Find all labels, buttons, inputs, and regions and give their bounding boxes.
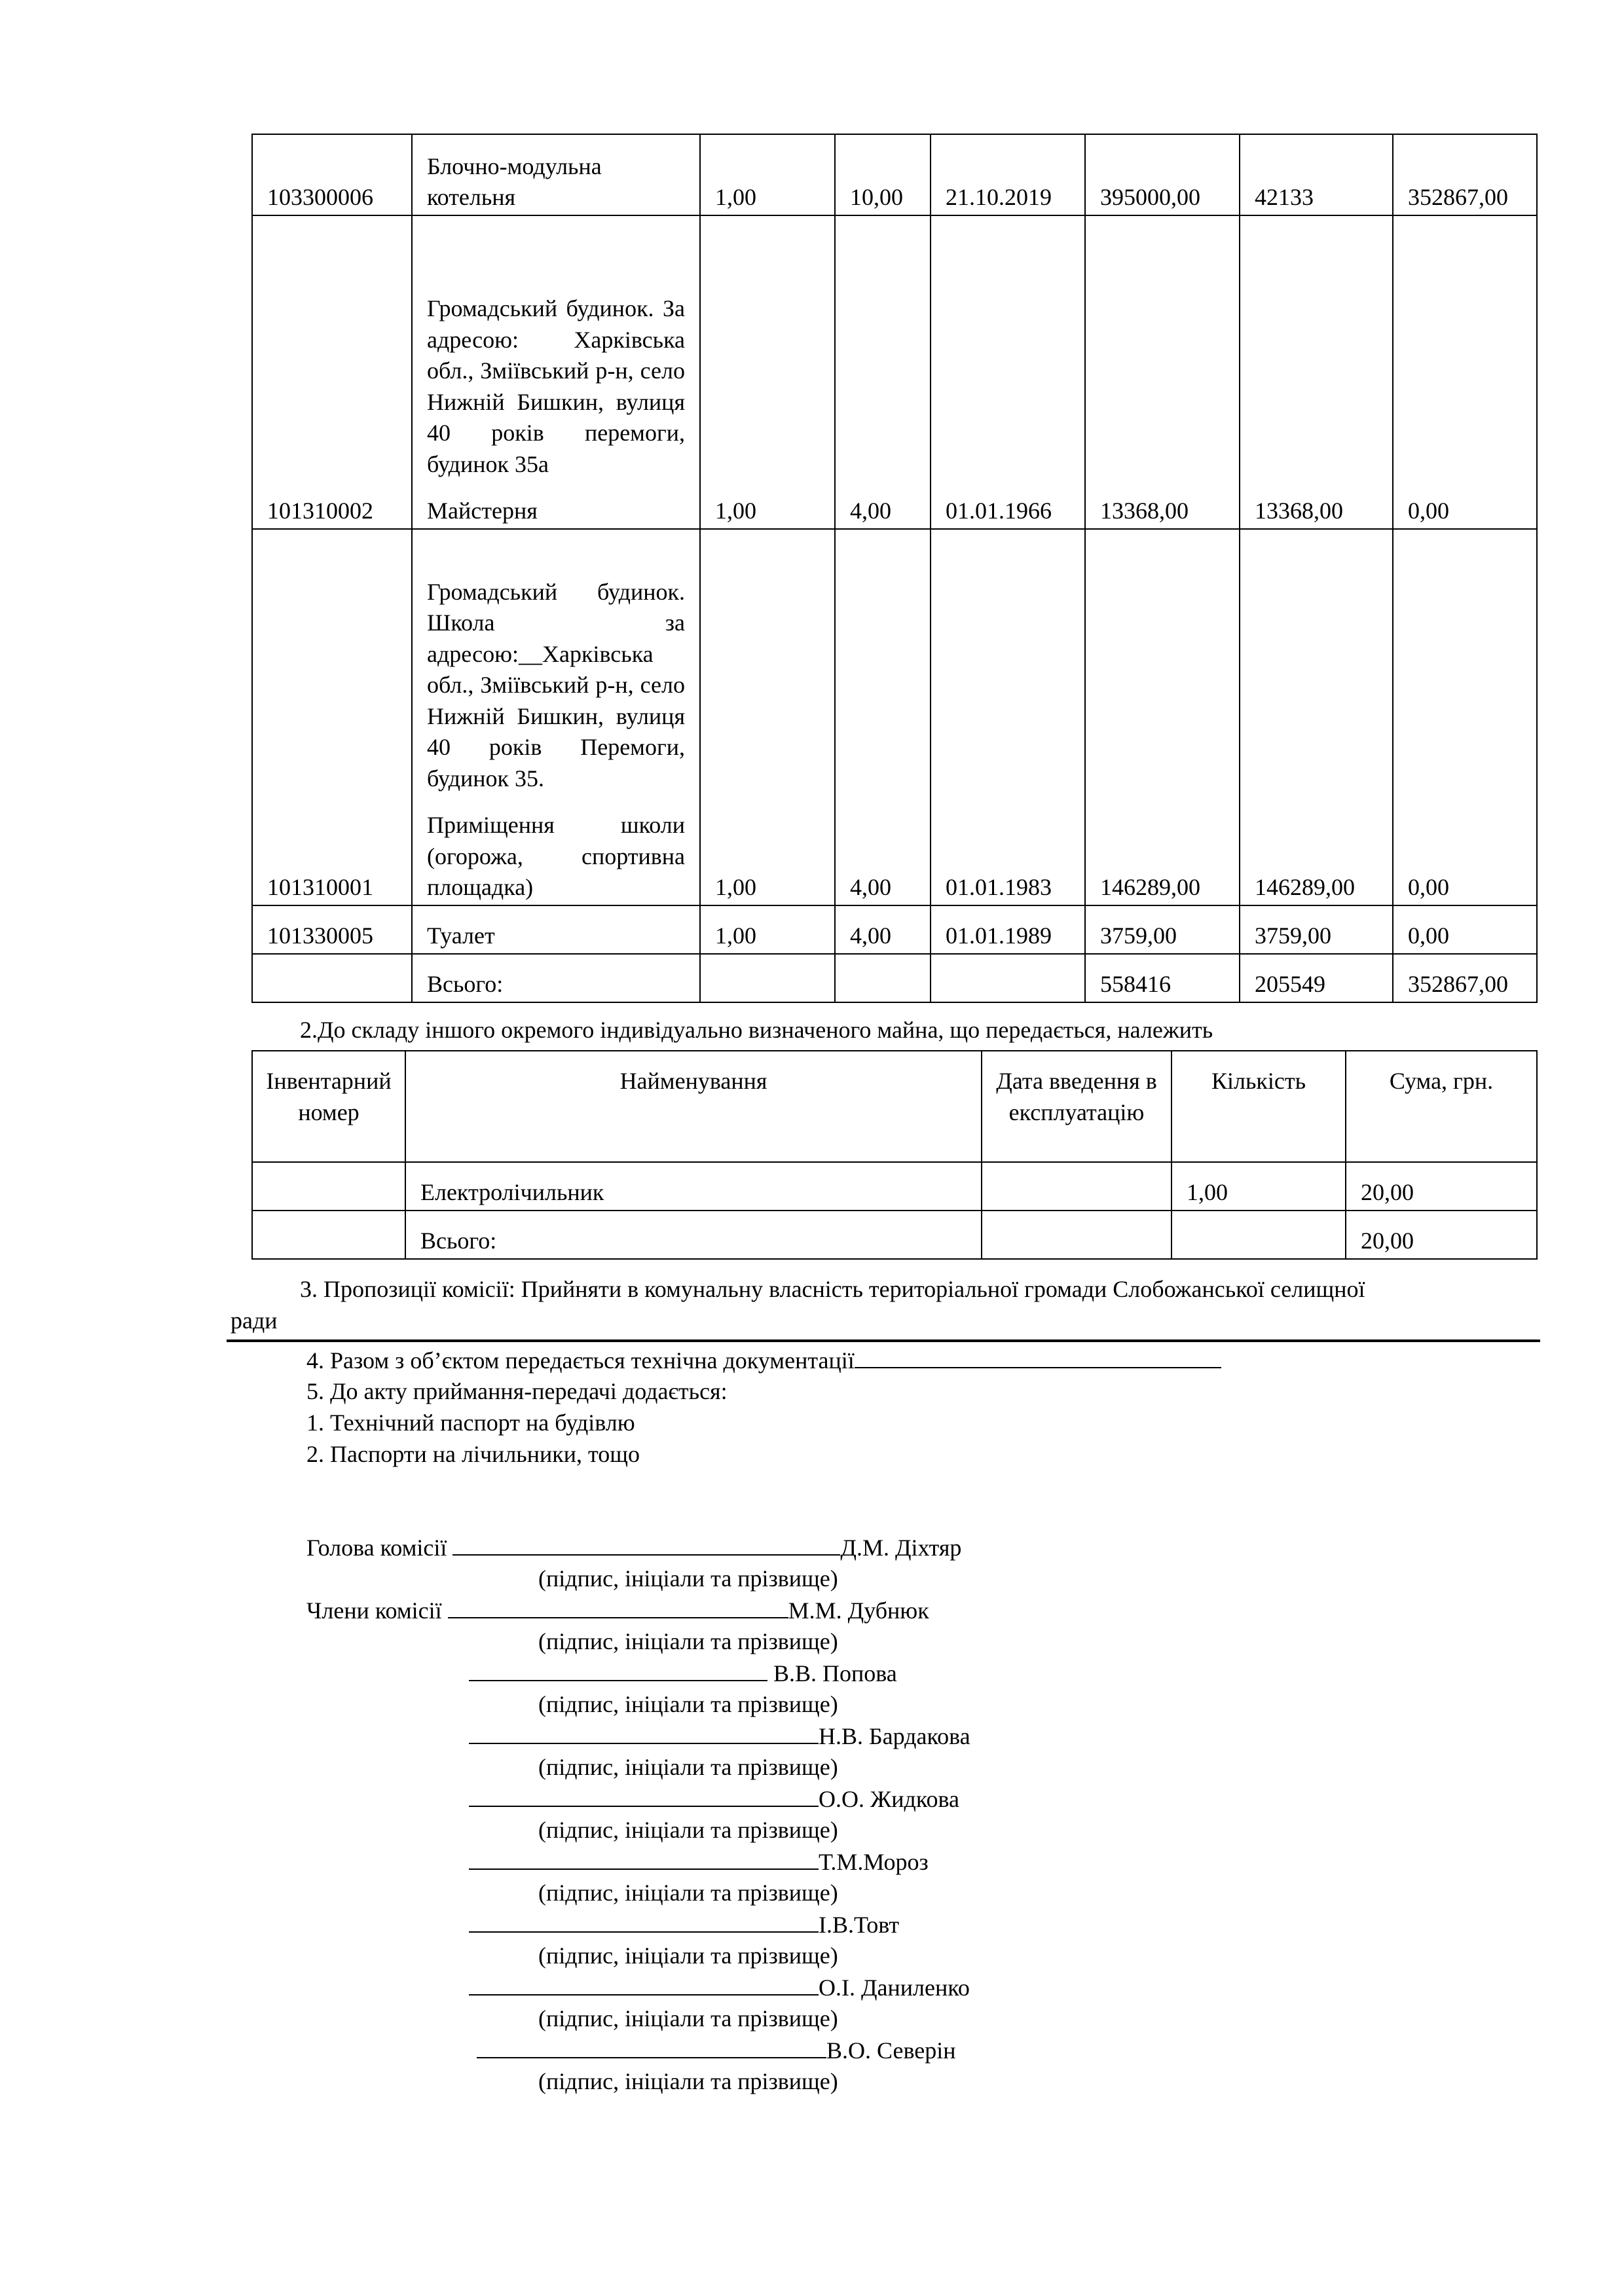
rate: 4,00 <box>835 215 931 529</box>
attachment-item: 1. Технічний паспорт на будівлю <box>306 1410 635 1436</box>
quantity: 1,00 <box>700 529 835 905</box>
cost: 13368,00 <box>1085 215 1240 529</box>
member-name: М.М. Дубнюк <box>788 1597 929 1624</box>
table-row <box>252 1162 1537 1211</box>
member-name: Т.М.Мороз <box>819 1849 929 1875</box>
header-name: Найменування <box>405 1051 982 1162</box>
member-signature-line: Члени комісії М.М. Дубнюк <box>306 1595 929 1627</box>
signature-caption: (підпис, ініціали та прізвище) <box>538 1565 838 1592</box>
asset-address: Громадський будинок. Школа за адресою:__Харківська обл., Зміївський р-н, село Нижній Бишкин, вулиця 40 років Перемоги, будинок 35. <box>427 578 685 792</box>
header-inventory-number: Інвентарний номер <box>252 1051 405 1162</box>
total-cost: 558416 <box>1085 954 1240 1002</box>
signature-caption: (підпис, ініціали та прізвище) <box>538 2068 838 2094</box>
table-total-row <box>252 954 1537 1002</box>
residual-value: 0,00 <box>1393 905 1537 954</box>
sum: 20,00 <box>1346 1162 1537 1211</box>
member-name: І.В.Товт <box>819 1912 900 1938</box>
other-property-table <box>251 1050 1538 1260</box>
cost: 146289,00 <box>1085 529 1240 905</box>
quantity: 1,00 <box>700 905 835 954</box>
member-name: В.В. Попова <box>773 1660 897 1686</box>
attachments-title: 5. До акту приймання-передачі додається: <box>306 1378 728 1404</box>
asset-name: Блочно-модульна котельня <box>412 134 700 215</box>
signature-caption: (підпис, ініціали та прізвище) <box>538 1942 838 1969</box>
assets-table <box>251 134 1538 1003</box>
member-signature-line <box>469 1721 970 1753</box>
member-name: О.І. Даниленко <box>819 1975 970 2001</box>
commission-proposal-end: ради <box>231 1307 278 1334</box>
total-residual: 352867,00 <box>1393 954 1537 1002</box>
member-signature-line <box>469 1783 959 1815</box>
asset-title: Приміщення школи (огорожа, спортивна площадка) <box>427 812 685 901</box>
member-signature-line <box>469 1846 929 1878</box>
depreciation: 3759,00 <box>1240 905 1393 954</box>
cost: 3759,00 <box>1085 905 1240 954</box>
chair-signature-line: Голова комісії Д.М. Діхтяр <box>306 1532 961 1564</box>
asset-address: Громадський будинок. За адресою: Харківська обл., Зміївський р-н, село Нижній Бишкин, вулиця 40 років перемоги, будинок 35а <box>427 295 685 477</box>
signature-caption: (підпис, ініціали та прізвище) <box>538 1628 838 1654</box>
table-row <box>252 529 1537 905</box>
chair-name: Д.М. Діхтяр <box>840 1535 962 1561</box>
depreciation: 42133 <box>1240 134 1393 215</box>
technical-documentation: 4. Разом з об’єктом передається технічна документації <box>306 1345 1221 1377</box>
commission-date: 01.01.1983 <box>931 529 1085 905</box>
header-quantity: Кількість <box>1172 1051 1346 1162</box>
asset-name: Туалет <box>412 905 700 954</box>
total-label: Всього: <box>405 1211 982 1259</box>
quantity: 1,00 <box>700 215 835 529</box>
asset-name <box>412 529 700 905</box>
signature-caption: (підпис, ініціали та прізвище) <box>538 1691 838 1717</box>
item-name: Електролічильник <box>405 1162 982 1211</box>
residual-value: 352867,00 <box>1393 134 1537 215</box>
quantity: 1,00 <box>1172 1162 1346 1211</box>
commission-date: 01.01.1989 <box>931 905 1085 954</box>
cost: 395000,00 <box>1085 134 1240 215</box>
depreciation: 13368,00 <box>1240 215 1393 529</box>
signature-caption: (підпис, ініціали та прізвище) <box>538 1880 838 1906</box>
member-signature-line <box>477 2035 955 2067</box>
attachment-item: 2. Паспорти на лічильники, тощо <box>306 1441 640 1467</box>
member-signature-line <box>469 1658 897 1690</box>
asset-title: Майстерня <box>427 498 538 524</box>
inventory-number: 103300006 <box>252 134 412 215</box>
rate: 4,00 <box>835 529 931 905</box>
depreciation: 146289,00 <box>1240 529 1393 905</box>
table-header-row <box>252 1051 1537 1162</box>
inventory-number: 101310001 <box>252 529 412 905</box>
section-2-intro: 2.До складу іншого окремого індивідуально визначеного майна, що передається, належить <box>300 1017 1213 1043</box>
member-name: О.О. Жидкова <box>819 1786 959 1812</box>
commission-date: 01.01.1966 <box>931 215 1085 529</box>
signature-caption: (підпис, ініціали та прізвище) <box>538 1817 838 1843</box>
inventory-number: 101330005 <box>252 905 412 954</box>
rate: 10,00 <box>835 134 931 215</box>
rate: 4,00 <box>835 905 931 954</box>
commission-date <box>982 1162 1172 1211</box>
table-row <box>252 905 1537 954</box>
residual-value: 0,00 <box>1393 215 1537 529</box>
quantity: 1,00 <box>700 134 835 215</box>
horizontal-rule <box>227 1339 1540 1342</box>
residual-value: 0,00 <box>1393 529 1537 905</box>
total-depreciation: 205549 <box>1240 954 1393 1002</box>
total-label: Всього: <box>412 954 700 1002</box>
member-signature-line <box>469 1909 899 1941</box>
total-sum: 20,00 <box>1346 1211 1537 1259</box>
asset-name <box>412 215 700 529</box>
commission-proposal: 3. Пропозиції комісії: Прийняти в комунальну власність територіальної громади Слобожанської селищної <box>300 1276 1365 1302</box>
table-row <box>252 134 1537 215</box>
signature-caption: (підпис, ініціали та прізвище) <box>538 1754 838 1780</box>
commission-date: 21.10.2019 <box>931 134 1085 215</box>
inventory-number <box>252 1162 405 1211</box>
table-total-row <box>252 1211 1537 1259</box>
inventory-number: 101310002 <box>252 215 412 529</box>
header-commission-date: Дата введення в експлуатацію <box>982 1051 1172 1162</box>
signature-caption: (підпис, ініціали та прізвище) <box>538 2005 838 2032</box>
member-signature-line <box>469 1972 970 2004</box>
table-row <box>252 215 1537 529</box>
member-name: В.О. Северін <box>826 2037 956 2064</box>
member-name: Н.В. Бардакова <box>819 1723 970 1749</box>
header-sum: Сума, грн. <box>1346 1051 1537 1162</box>
